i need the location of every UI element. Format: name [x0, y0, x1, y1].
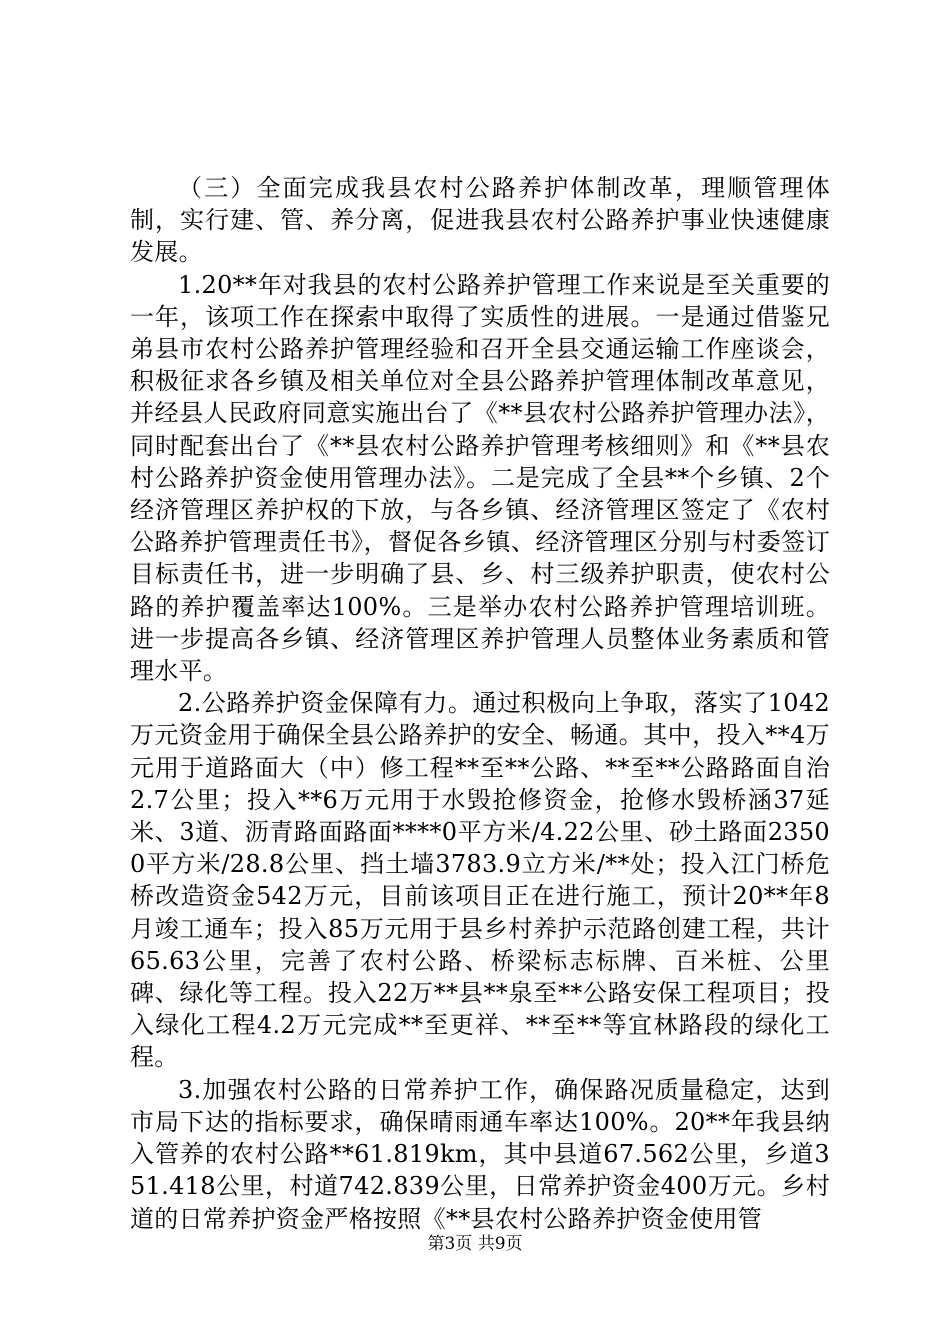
- document-body: [130, 172, 830, 1235]
- paragraph-item-3: 3.加强农村公路的日常养护工作，确保路况质量稳定，达到市局下达的指标要求，确保晴雨通车率达100%。20**年我县纳入管养的农村公路**61.819km，其中县道67.562公里，乡道351.418公里，村道742.839公里，日常养护资金400万元。乡村道的日常养护资金严格按照《**县农村公路养护资金使用管: [130, 1075, 830, 1233]
- paragraph-item-1: 1.20**年对我县的农村公路养护管理工作来说是至关重要的一年，该项工作在探索中取得了实质性的进展。一是通过借鉴兄弟县市农村公路养护管理经验和召开全县交通运输工作座谈会，积极征求各乡镇及相关单位对全县公路养护管理体制改革意见，并经县人民政府同意实施出台了《**县农村公路养护管理办法》，同时配套出台了《**县农村公路养护管理考核细则》和《**县农村公路养护资金使用管理办法》。二是完成了全县**个乡镇、2个经济管理区养护权的下放，与各乡镇、经济管理区签定了《农村公路养护管理责任书》，督促各乡镇、经济管理区分别与村委签订目标责任书，进一步明确了县、乡、村三级养护职责，使农村公路的养护覆盖率达100%。三是举办农村公路养护管理培训班。进一步提高各乡镇、经济管理区养护管理人员整体业务素质和管理水平。: [130, 270, 830, 686]
- page-footer: 第3页 共9页: [427, 1234, 523, 1254]
- paragraph-section-3-heading: （三）全面完成我县农村公路养护体制改革，理顺管理体制，实行建、管、养分离，促进我县农村公路养护事业快速健康发展。: [130, 174, 830, 267]
- paragraph-item-2: 2.公路养护资金保障有力。通过积极向上争取，落实了1042万元资金用于确保全县公路养护的安全、畅通。其中，投入**4万元用于道路面大（中）修工程**至**公路、**至**公路路面自治2.7公里；投入**6万元用于水毁抢修资金，抢修水毁桥涵37延米、3道、沥青路面路面****0平方米/4.22公里、砂土路面23500平方米/28.8公里、挡土墙3783.9立方米/**处；投入江门桥危桥改造资金542万元，目前该项目正在进行施工，预计20**年8月竣工通车；投入85万元用于县乡村养护示范路创建工程，共计65.63公里，完善了农村公路、桥梁标志标牌、百米桩、公里碑、绿化等工程。投入22万**县**泉至**公路安保工程项目；投入绿化工程4.2万元完成**至更祥、**至**等宜林路段的绿化工程。: [130, 689, 830, 1072]
